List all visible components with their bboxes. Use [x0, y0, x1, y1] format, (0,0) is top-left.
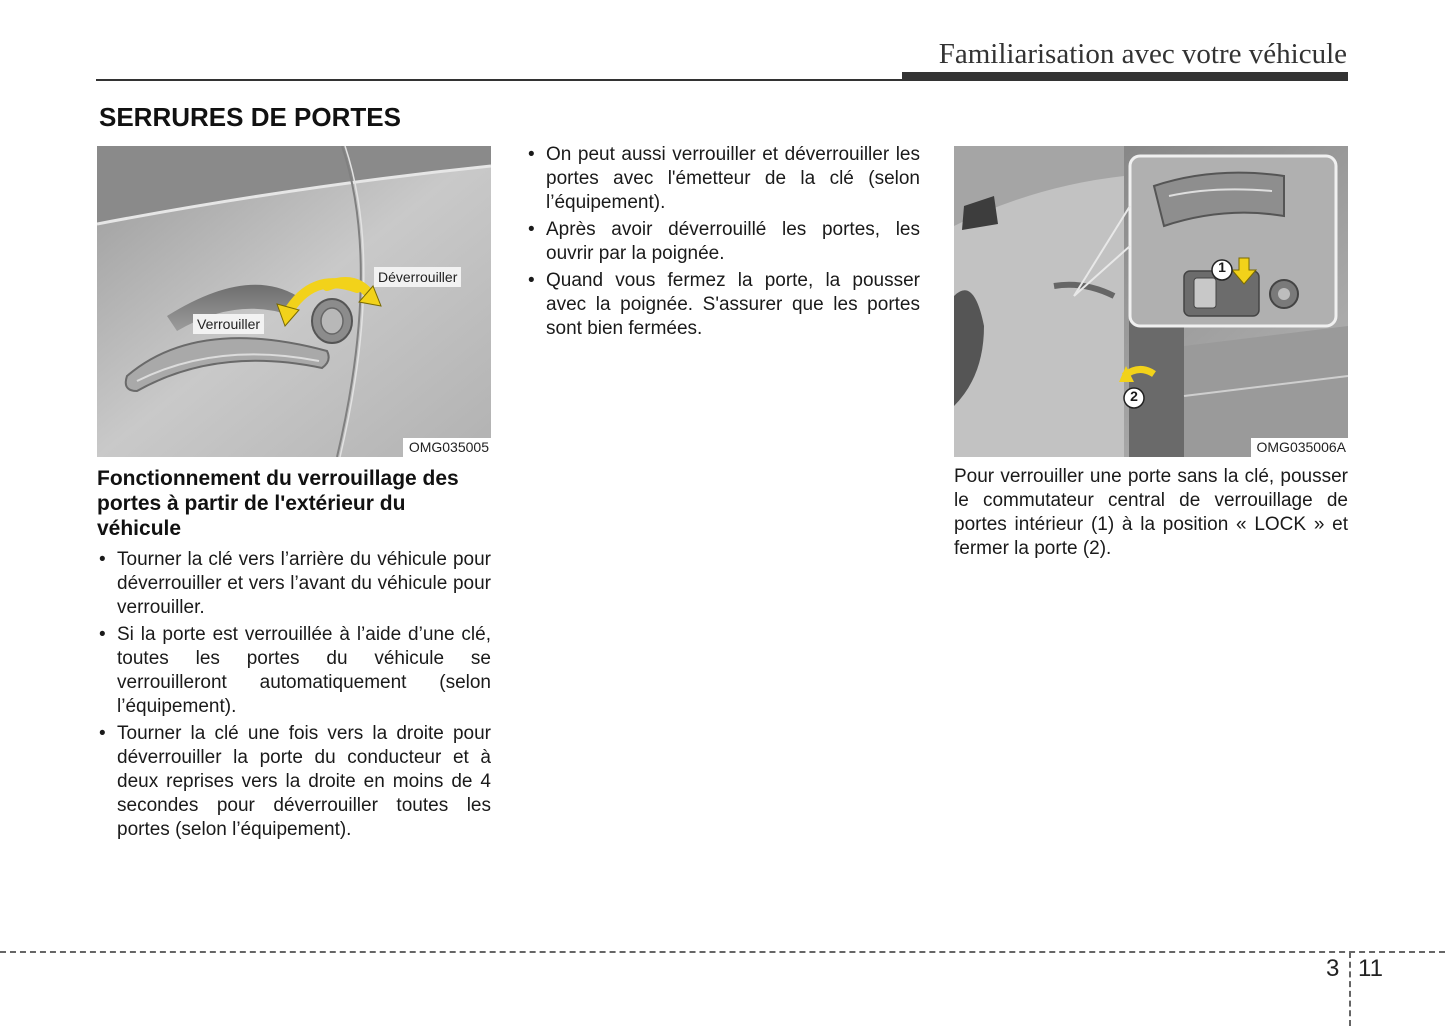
figure-code: OMG035005: [403, 438, 491, 457]
figure-interior-lock-switch: [954, 146, 1348, 457]
running-header: Familiarisation avec votre véhicule: [938, 38, 1347, 70]
callout-2: 2: [1130, 388, 1138, 404]
bullet-list-exterior: [97, 548, 491, 845]
footer-rule: [0, 951, 1445, 953]
page-number: 11: [1358, 955, 1383, 982]
list-item: • Quand vous fermez la porte, la pousser avec la poignée. S'assurer que les portes sont bien fermées.: [526, 269, 920, 341]
subheading-exterior-locking: Fonctionnement du verrouillage des portes à partir de l'extérieur du véhicule: [97, 467, 459, 540]
figure-exterior-door-lock: [97, 146, 491, 457]
list-item: • Si la porte est verrouillée à l’aide d’une clé, toutes les portes du véhicule se verrouilleront automatiquement (selon l’équipement).: [97, 623, 491, 719]
bullet-list-remote: [526, 143, 920, 344]
door-handle-illustration: [97, 146, 491, 457]
header-rule: [96, 79, 902, 81]
paragraph-interior-lock: Pour verrouiller une porte sans la clé, pousser le commutateur central de verrouillage de portes intérieur (1) à la position « LOCK » et fermer la porte (2).: [954, 466, 1348, 559]
footer-divider: [1349, 952, 1351, 1026]
label-unlock: Déverrouiller: [374, 267, 461, 287]
interior-door-illustration: [954, 146, 1348, 457]
list-item: • Après avoir déverrouillé les portes, les ouvrir par la poignée.: [526, 218, 920, 266]
list-item: • Tourner la clé une fois vers la droite pour déverrouiller la porte du conducteur et à deux reprises vers la droite en moins de 4 secondes pour déverrouiller toutes les portes (selon l’équipement).: [97, 722, 491, 842]
label-lock: Verrouiller: [193, 314, 264, 334]
callout-1: 1: [1218, 259, 1226, 275]
section-title: SERRURES DE PORTES: [99, 102, 401, 132]
list-item: • Tourner la clé vers l’arrière du véhicule pour déverrouiller et vers l’avant du véhicule pour verrouiller.: [97, 548, 491, 620]
list-item: • On peut aussi verrouiller et déverrouiller les portes avec l'émetteur de la clé (selon l’équipement).: [526, 143, 920, 215]
chapter-number: 3: [1326, 955, 1340, 982]
header-rule-thick: [902, 72, 1348, 81]
figure-code: OMG035006A: [1251, 438, 1349, 457]
